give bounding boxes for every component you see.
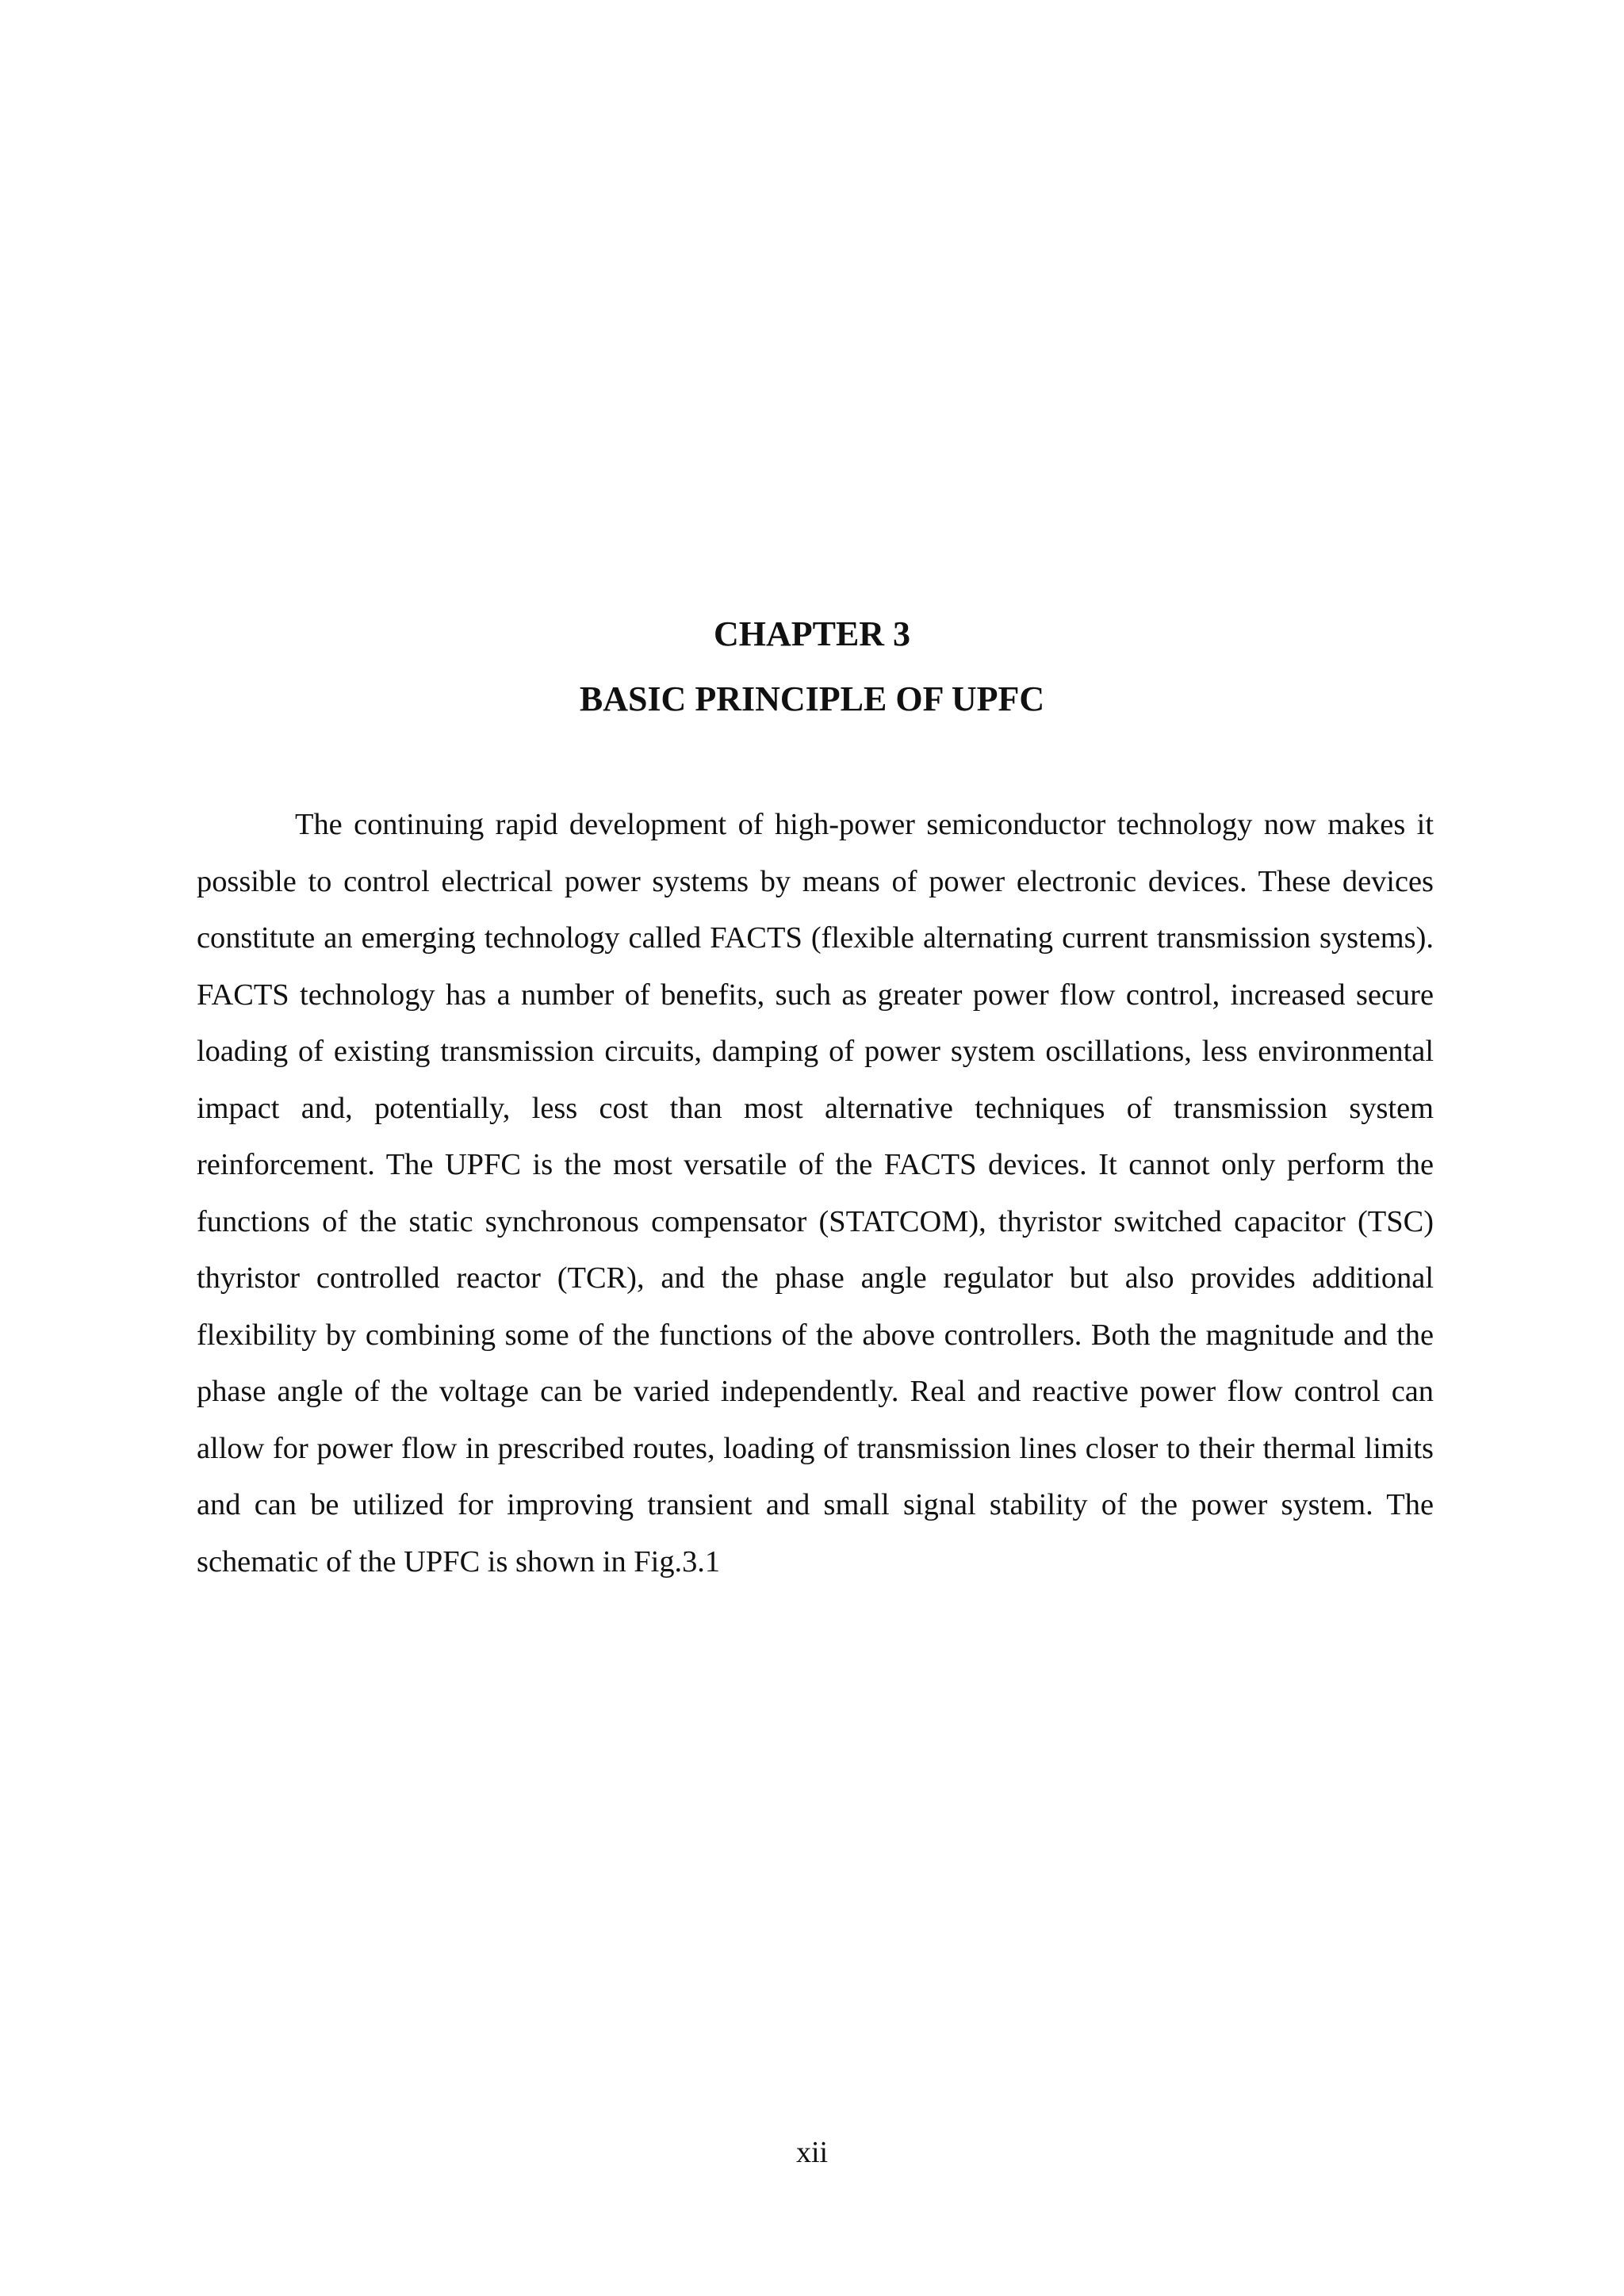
chapter-number: CHAPTER 3: [713, 614, 911, 653]
body-paragraph: The continuing rapid development of high-power semiconductor technology now makes it possible to control electrical power systems by means of power electronic devices. These devices constitute an emerging technology called FACTS (flexible alternating current transmission systems). FACTS technology has a number of benefits, such as greater power flow control, increased secure loading of existing transmission circuits, damping of power system oscillations, less environmental impact and, potentially, less cost than most alternative techniques of transmission system reinforcement. The UPFC is the most versatile of the FACTS devices. It cannot only perform the functions of the static synchronous compensator (STATCOM), thyristor switched capacitor (TSC) thyristor controlled reactor (TCR), and the phase angle regulator but also provides additional flexibility by combining some of the functions of the above controllers. Both the magnitude and the phase angle of the voltage can be varied independently. Real and reactive power flow control can allow for power flow in prescribed routes, loading of transmission lines closer to their thermal limits and can be utilized for improving transient and small signal stability of the power system. The schematic of the UPFC is shown in Fig.3.1: [197, 808, 1434, 1578]
page-number: xii: [795, 2136, 829, 2169]
chapter-title: BASIC PRINCIPLE OF UPFC: [579, 679, 1045, 718]
